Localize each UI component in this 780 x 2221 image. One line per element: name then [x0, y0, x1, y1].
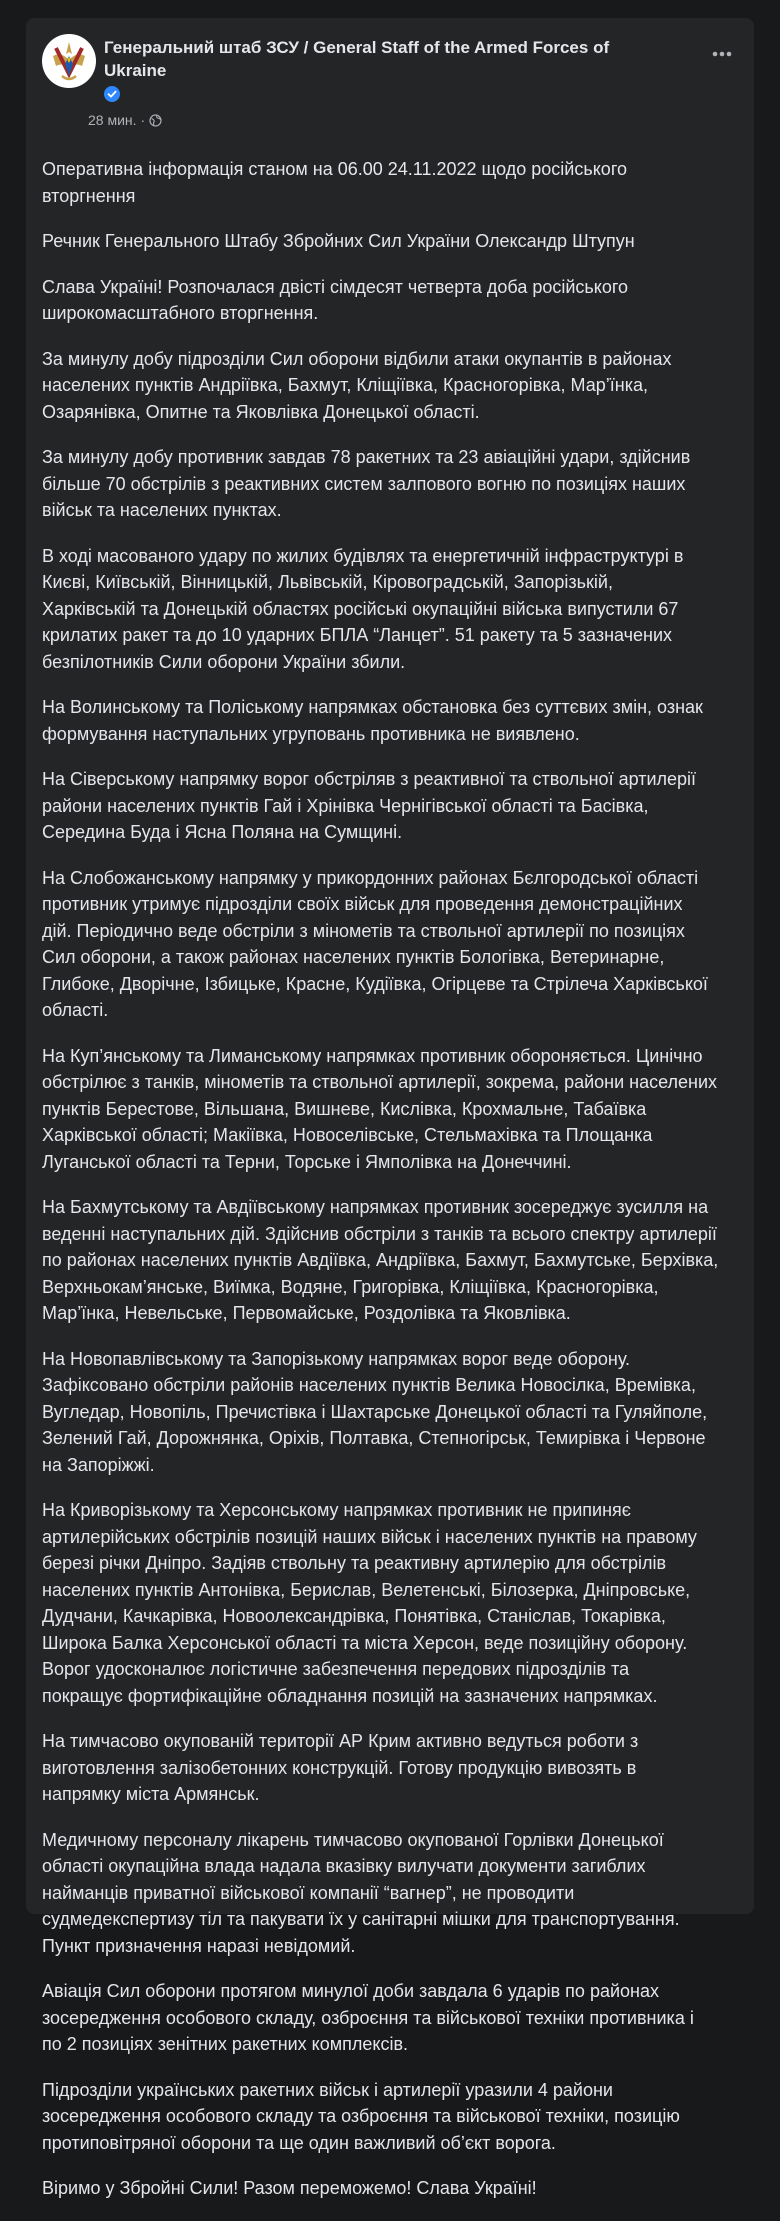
verified-badge-icon: [104, 86, 120, 102]
paragraph: Слава Україні! Розпочалася двісті сімдесят четверта доба російського широкомасштабного вторгнення.: [42, 276, 629, 323]
author-block: [104, 36, 664, 106]
paragraph: В ході масованого удару по жилих будівлях та енергетичній інфраструктурі в Києві, Київській, Вінницькій, Львівській, Кіровоградській, Запорізькій, Харківській та Донецькій областях російські окупаційні війська випустили 67 крилатих ракет та до 10 ударних БПЛА “Ланцет”. 51 ракету та 5 зазначених безпілотників Сили оборони України збили.: [42, 545, 684, 672]
post-header: [42, 34, 738, 118]
post-meta: [88, 112, 162, 128]
paragraph: На Криворізькому та Херсонському напрямках противник не припиняє артилерійських обстрілів позицій наших військ і населених пунктів на правому березі річки Дніпро. Задіяв ствольну та реактивну артилерію для обстрілів населених пунктів Антонівка, Берислав, Велетенські, Білозерка, Дніпровське, Дудчани, Качкарівка, Новоолександрівка, Понятівка, Станіслав, Токарівка, Широка Балка Херсонської області та міста Херсон, веде позиційну оборону. Ворог удосконалює логістичне забезпечення передових підрозділів та покращує фортифікаційне обладнання позицій на зазначених напрямках.: [42, 1500, 697, 1706]
paragraph: Речник Генерального Штабу Збройних Сил України Олександр Штупун: [42, 231, 635, 251]
paragraph: На Сіверському напрямку ворог обстріляв з реактивної та ствольної артилерії райони населених пунктів Гай і Хрінівка Чернігівської області та Басівка, Середина Буда і Ясна Поляна на Сумщині.: [42, 769, 697, 842]
paragraph: Підрозділи українських ракетних військ і артилерії уразили 4 райони зосередження особового складу та озброєння та військової техніки, позицію протиповітряної оборони та ще один важливий об’єкт ворога.: [42, 2079, 680, 2153]
paragraph: За минулу добу противник завдав 78 ракетних та 23 авіаційні удари, здійснив більше 70 обстрілів з реактивних систем залпового вогню по позиціях наших військ та населених пунктах.: [42, 447, 691, 520]
paragraph: На Волинському та Поліському напрямках обстановка без суттєвих змін, ознак формування наступальних угруповань противника не виявлено.: [42, 697, 703, 744]
paragraph: Медичному персоналу лікарень тимчасово окупованої Горлівки Донецької області окупаційна влада надала вказівку вилучати документи загиблих найманців приватної військової компанії “вагнер”, не проводити судмедекспертизу тіл та пакувати їх у санітарні мішки для транспортування. Пункт призначення наразі невідомий.: [42, 1829, 680, 1956]
page-avatar[interactable]: [42, 34, 96, 88]
globe-icon[interactable]: [149, 114, 162, 127]
author-name[interactable]: Генеральний штаб ЗСУ / General Staff of the Armed Forces of Ukraine: [104, 38, 610, 80]
post-card: [26, 18, 754, 2198]
paragraph: За минулу добу підрозділи Сил оборони відбили атаки окупантів в районах населених пунктів Андріївка, Бахмут, Кліщіївка, Красногорівка, Мар’їнка, Озарянівка, Опитне та Яковлівка Донецької області.: [42, 348, 672, 422]
post-time[interactable]: 28 мин.: [88, 112, 137, 128]
paragraph: На Слобожанському напрямку у прикордонних районах Бєлгородської області противник утримує підрозділи своїх військ для проведення демонстраційних дій. Періодично веде обстріли з мінометів та ствольної артилерії по позиціях Сил оборони, а також районах населених пунктів Бологівка, Ветеринарне, Глибоке, Дворічне, Ізбицьке, Красне, Кудіївка, Огірцеве та Стрілеча Харківської області.: [42, 867, 708, 1020]
paragraph: Авіація Сил оборони протягом минулої доби завдала 6 ударів по районах зосередження особового складу, озброєння та військової техніки противника і по 2 позиціях зенітних ракетних комплексів.: [42, 1981, 694, 2054]
emblem-icon: [44, 36, 94, 86]
paragraph: Оперативна інформація станом на 06.00 24.11.2022 щодо російського вторгнення: [42, 159, 627, 206]
more-horizontal-icon: [712, 51, 732, 57]
paragraph: На Новопавлівському та Запорізькому напрямках ворог веде оборону. Зафіксовано обстріли районів населених пунктів Велика Новосілка, Времівка, Вугледар, Новопіль, Пречистівка і Шахтарське Донецької області та Гуляйполе, Зелений Гай, Дорожнянка, Оріхів, Полтавка, Степногірськ, Темирівка і Червоне на Запоріжжі.: [42, 1348, 708, 1475]
paragraph: На тимчасово окупованій території АР Крим активно ведуться роботи з виготовлення залізобетонних конструкцій. Готову продукцію вивозять в напрямку міста Армянськ.: [42, 1731, 639, 1804]
paragraph: Віримо у Збройні Сили! Разом переможемо! Слава Україні!: [42, 2178, 537, 2198]
meta-separator: ·: [140, 112, 146, 128]
paragraph: На Бахмутському та Авдіївському напрямках противник зосереджує зусилля на веденні наступальних дій. Здійснив обстріли з танків та всього спектру артилерії по районах населених пунктів Авдіївка, Андріївка, Бахмут, Бахмутське, Берхівка, Верхньокам’янське, Виїмка, Водяне, Григорівка, Кліщіївка, Красногорівка, Мар’їнка, Невельське, Первомайське, Роздолівка та Яковлівка.: [42, 1197, 719, 1323]
post-text: [42, 156, 742, 2221]
paragraph: На Куп’янському та Лиманському напрямках противник обороняється. Цинічно обстрілює з танків, мінометів та ствольної артилерії, зокрема, райони населених пунктів Берестове, Вільшана, Вишневе, Кислівка, Крохмальне, Табаївка Харківської області; Макіївка, Новоселівське, Стельмахівка та Площанка Луганської області та Терни, Торське і Ямполівка на Донеччині.: [42, 1045, 718, 1172]
more-options-button[interactable]: [702, 34, 742, 74]
